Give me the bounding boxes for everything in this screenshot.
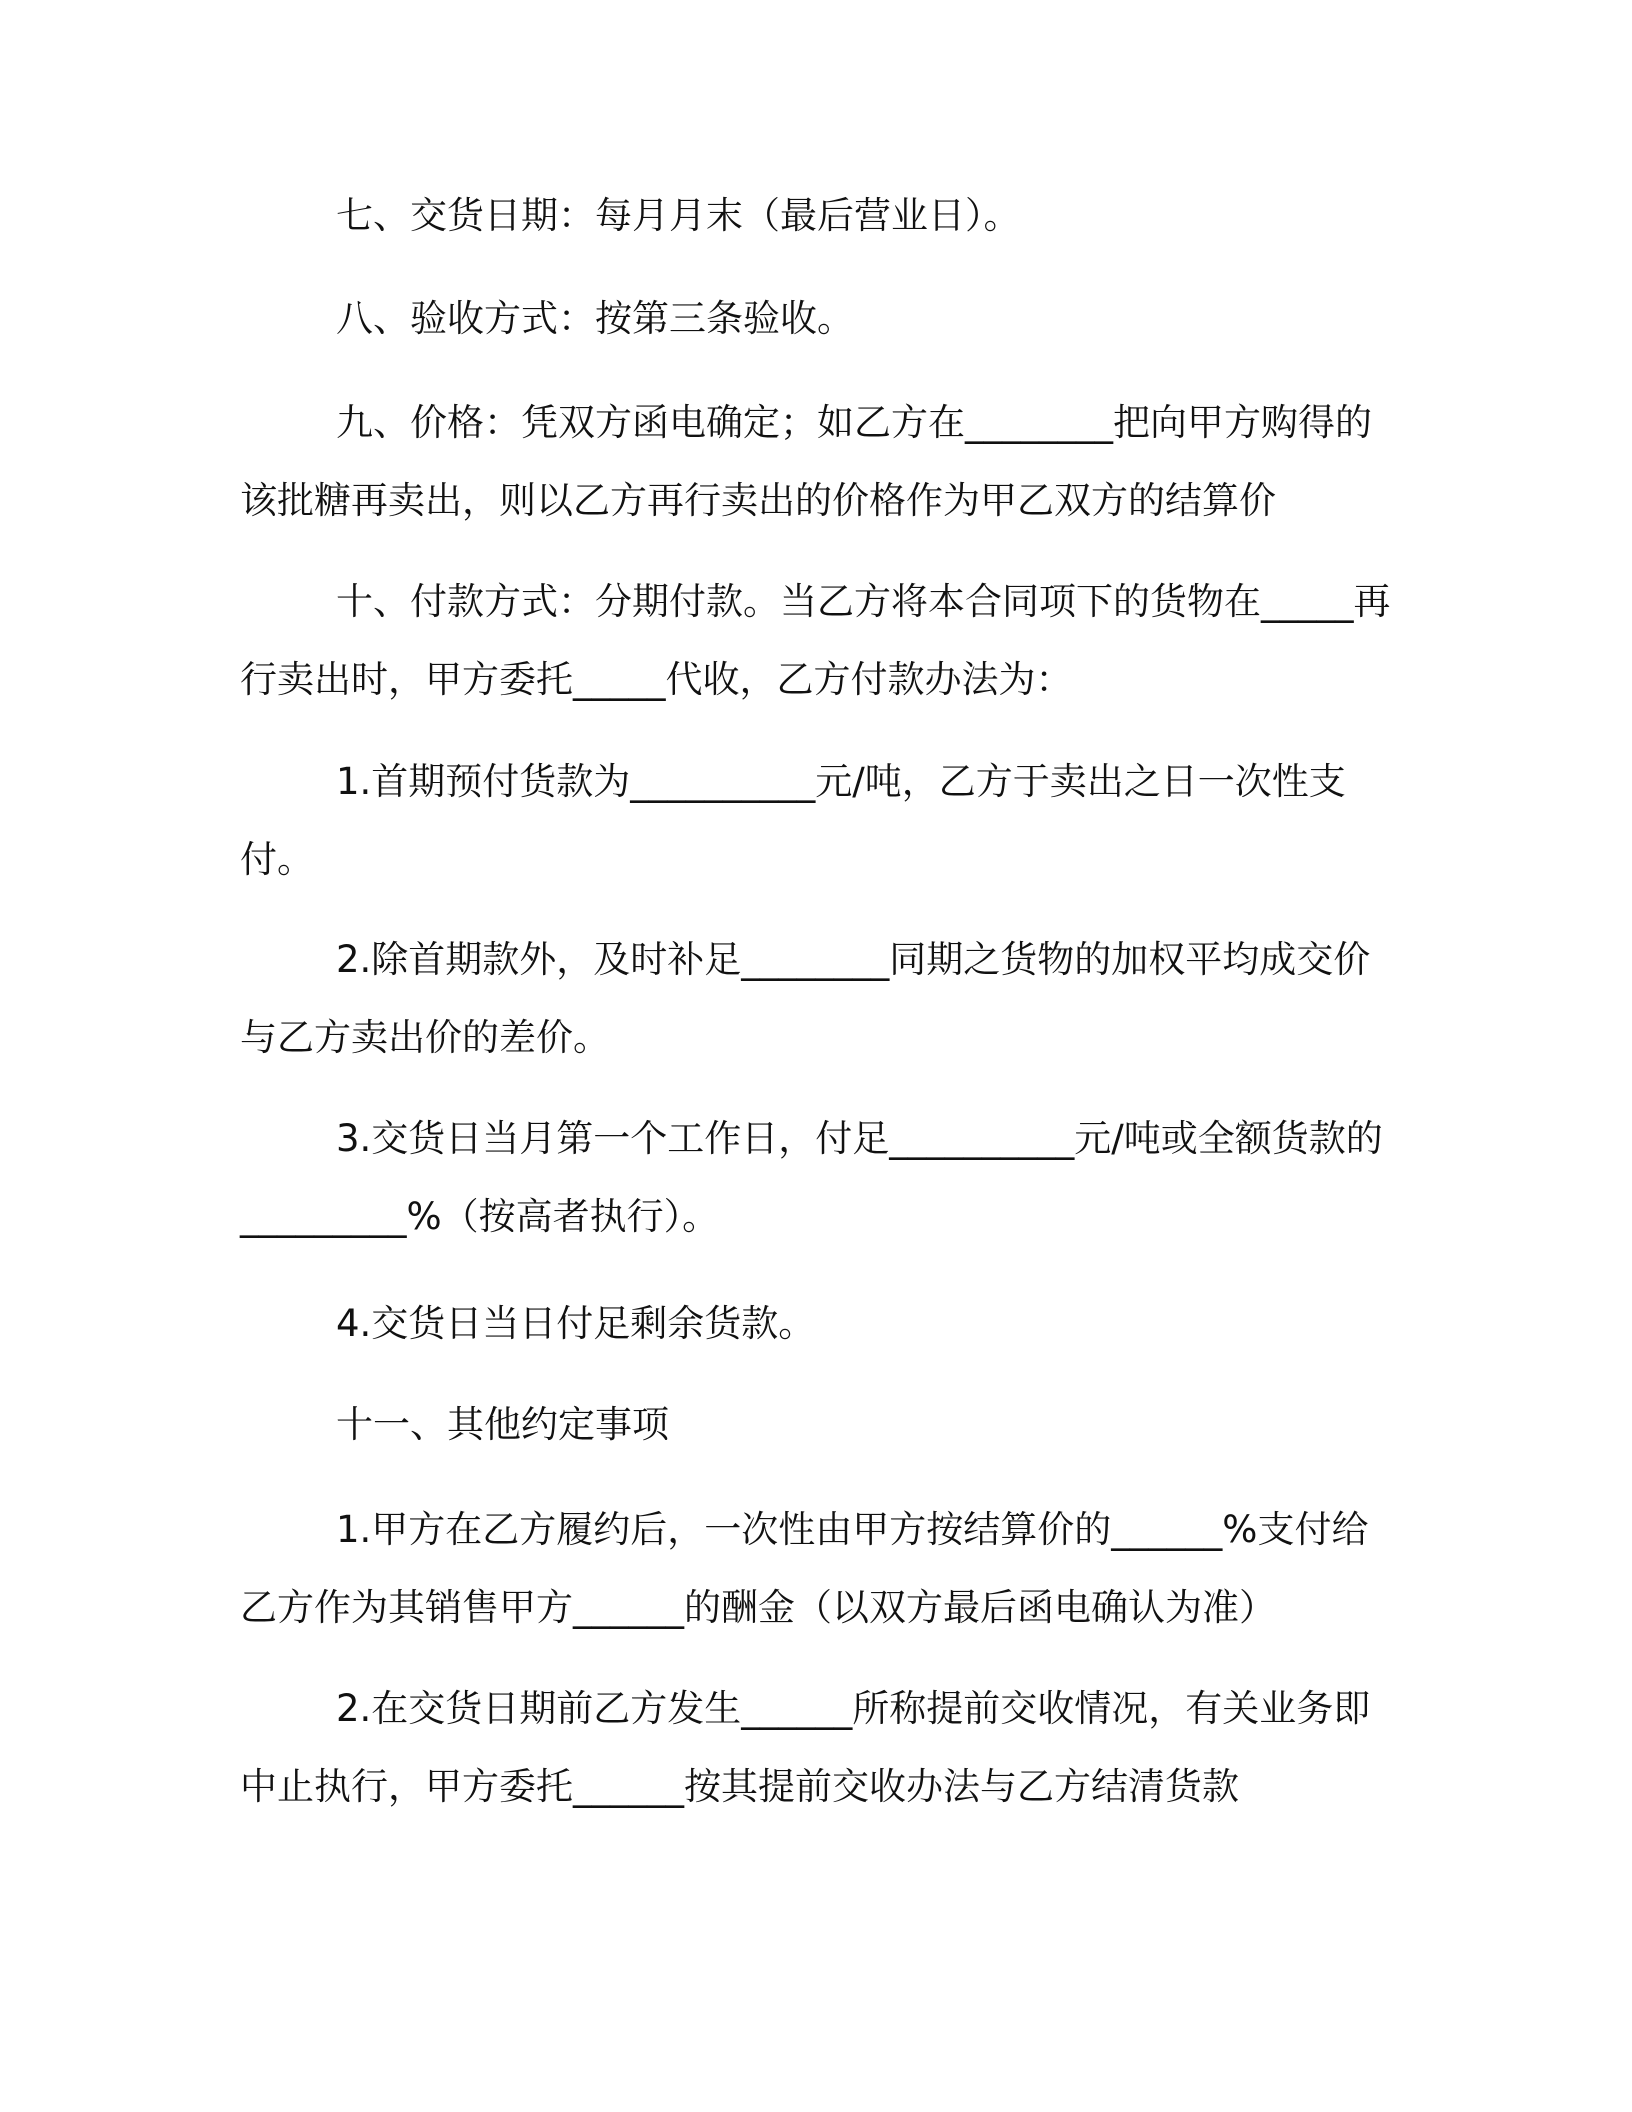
clause-9-price: 九、价格：凭双方函电确定；如乙方在________把向甲方购得的该批糖再卖出，则以乙方再行卖出的价格作为甲乙双方的结算价 xyxy=(240,401,1372,522)
clause-7-delivery-date: 七、交货日期：每月月末（最后营业日）。 xyxy=(336,194,1021,237)
clause-8-inspection: 八、验收方式：按第三条验收。 xyxy=(336,297,854,340)
payment-item-1: 1.首期预付货款为__________元/吨，乙方于卖出之日一次性支付。 xyxy=(240,760,1346,881)
payment-item-2: 2.除首期款外，及时补足________同期之货物的加权平均成交价与乙方卖出价的差价。 xyxy=(240,938,1371,1059)
other-item-2: 2.在交货日期前乙方发生______所称提前交收情况，有关业务即中止执行，甲方委托______按其提前交收办法与乙方结清货款 xyxy=(240,1687,1371,1808)
clause-10-payment: 十、付款方式：分期付款。当乙方将本合同项下的货物在_____再行卖出时，甲方委托_____代收，乙方付款办法为： xyxy=(240,580,1391,701)
payment-item-3: 3.交货日当月第一个工作日，付足__________元/吨或全额货款的_________%（按高者执行）。 xyxy=(240,1117,1383,1238)
other-item-1: 1.甲方在乙方履约后，一次性由甲方按结算价的______%支付给乙方作为其销售甲方______的酬金（以双方最后函电确认为准） xyxy=(240,1508,1369,1629)
payment-item-4: 4.交货日当日付足剩余货款。 xyxy=(336,1302,816,1345)
clause-11-heading: 十一、其他约定事项 xyxy=(336,1403,669,1446)
